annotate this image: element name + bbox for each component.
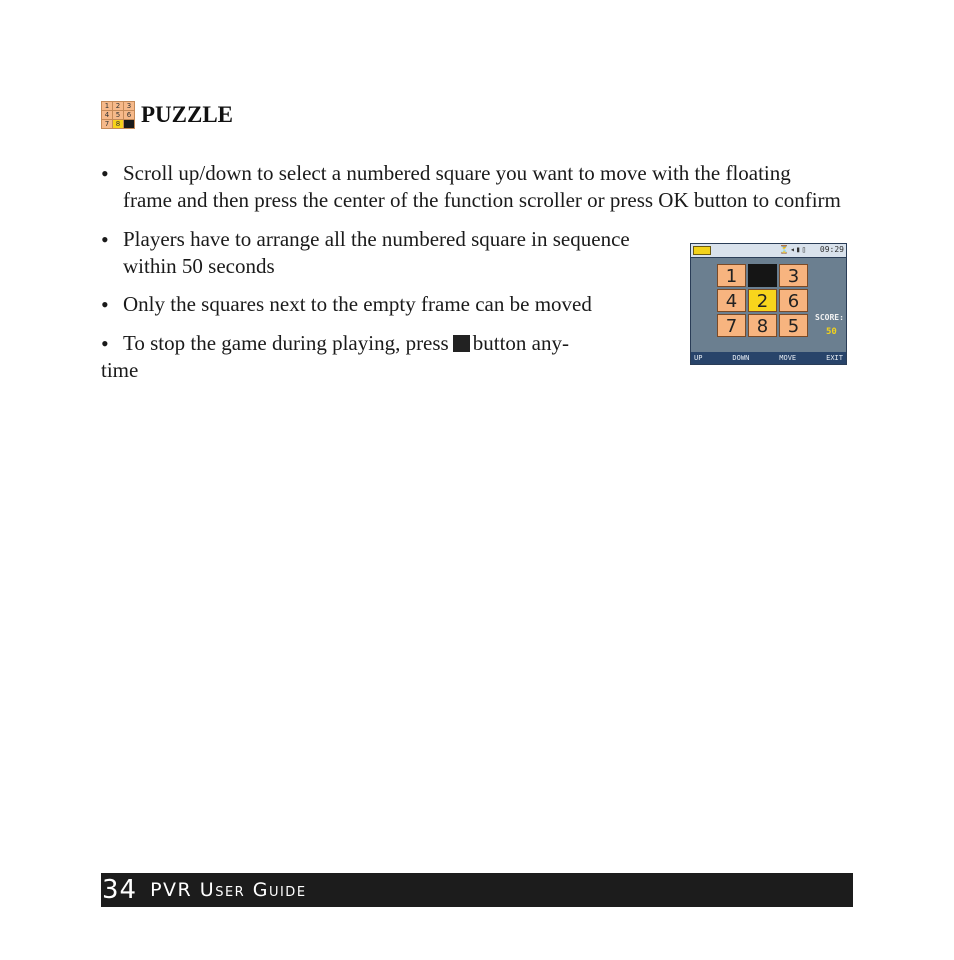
status-bar [691,244,846,258]
clock: 09:29 [819,245,844,254]
icon-tile: 4 [102,111,113,120]
list-item-text: To stop the game during playing, press [123,331,449,355]
game-icon [693,246,711,255]
softkey-up: UP [694,354,703,362]
puzzle-tile: 8 [748,314,777,337]
game-screenshot [690,243,847,365]
puzzle-tile-empty [748,264,777,287]
page-number: 34 [102,875,138,905]
puzzle-tile: 1 [717,264,746,287]
score-value: 50 [826,327,837,337]
list-item: • Scroll up/down to select a numbered square you want to move with the floating frame and then press the center of the function scroller or press OK button to confirm [101,160,841,214]
icon-tile: 6 [124,111,135,120]
icon-tile: 7 [102,120,113,129]
stop-button-icon [453,335,470,352]
puzzle-tile: 6 [779,289,808,312]
list-item: • Players have to arrange all the numbered square in sequence within 50 seconds [101,226,661,280]
softkey-down: DOWN [732,354,750,362]
footer-title: PVR User Guide [150,879,307,901]
list-item: • Only the squares next to the empty frame can be moved [101,291,691,318]
puzzle-tile-selected: 2 [748,289,777,312]
list-item [101,330,661,384]
section-heading [101,101,233,129]
page-title: PUZZLE [141,102,234,127]
icon-tile-empty [124,120,135,129]
icon-tile: 1 [102,102,113,111]
puzzle-tile: 4 [717,289,746,312]
icon-tile: 8 [113,120,124,129]
list-item-text: button any- [472,331,569,355]
softkey-move: MOVE [779,354,797,362]
softkey-bar [691,352,846,364]
status-icons: ⏳◂▮▯ [779,245,808,254]
puzzle-tile: 5 [779,314,808,337]
list-item-text: time [101,358,139,382]
icon-tile: 3 [124,102,135,111]
softkey-exit: EXIT [826,354,843,362]
icon-tile: 2 [113,102,124,111]
puzzle-tile: 3 [779,264,808,287]
page-footer [101,873,853,907]
score-label: SCORE: [815,313,844,322]
icon-tile: 5 [113,111,124,120]
puzzle-tile: 7 [717,314,746,337]
puzzle-board [717,264,808,337]
puzzle-icon [101,101,135,129]
